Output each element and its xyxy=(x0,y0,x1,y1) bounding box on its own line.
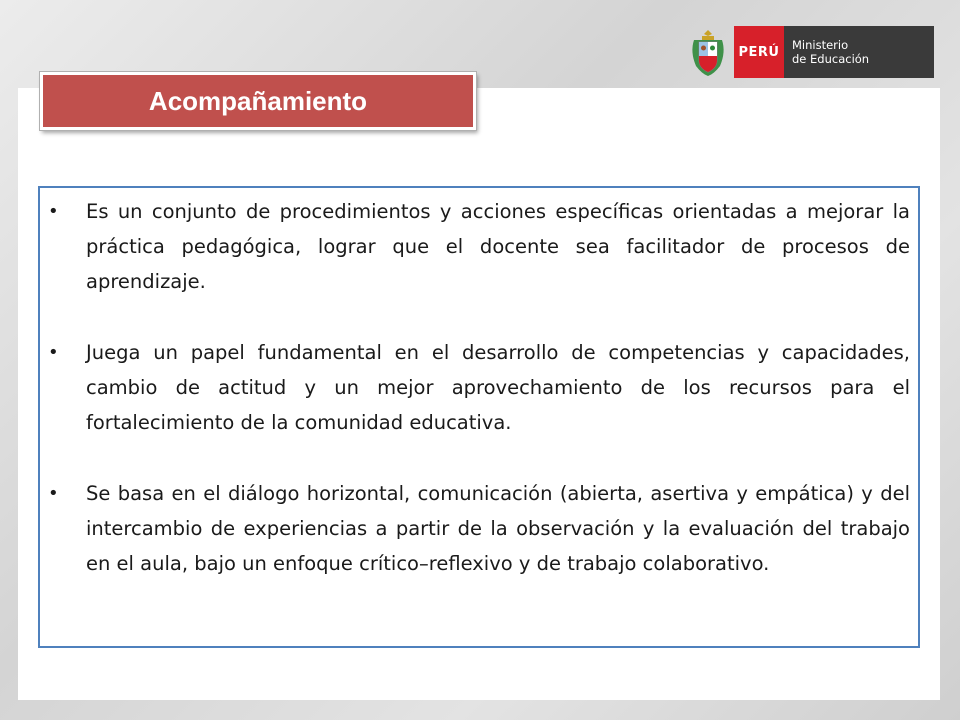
bullet-dot-icon: • xyxy=(48,483,59,504)
bullet-text: Se basa en el diálogo horizontal, comunicación (abierta, asertiva y empática) y del intercambio de experiencias a partir de la observación y la evaluación del trabajo en el aula, bajo un enfoque crítico–reflexivo y de trabajo colaborativo. xyxy=(86,482,910,575)
coat-of-arms-icon xyxy=(686,26,730,78)
content-box xyxy=(38,186,920,648)
ministry-logo xyxy=(686,26,934,78)
bullet-dot-icon: • xyxy=(48,201,59,222)
bullet-list xyxy=(48,194,910,581)
bullet-item xyxy=(48,476,910,581)
logo-ministry-line2: de Educación xyxy=(792,52,870,66)
slide-title-box xyxy=(40,72,476,130)
logo-ministry-label xyxy=(784,26,934,78)
logo-country-label: PERÚ xyxy=(734,26,784,78)
bullet-dot-icon: • xyxy=(48,342,59,363)
bullet-text: Es un conjunto de procedimientos y acciones específicas orientadas a mejorar la práctica pedagógica, lograr que el docente sea facilitador de procesos de aprendizaje. xyxy=(86,200,910,293)
bullet-item xyxy=(48,335,910,440)
bullet-item xyxy=(48,194,910,299)
logo-ministry-line1: Ministerio xyxy=(792,38,849,52)
slide-title: Acompañamiento xyxy=(148,85,368,116)
bullet-text: Juega un papel fundamental en el desarrollo de competencias y capacidades, cambio de actitud y un mejor aprovechamiento de los recursos para el fortalecimiento de la comunidad educativa. xyxy=(86,341,910,434)
